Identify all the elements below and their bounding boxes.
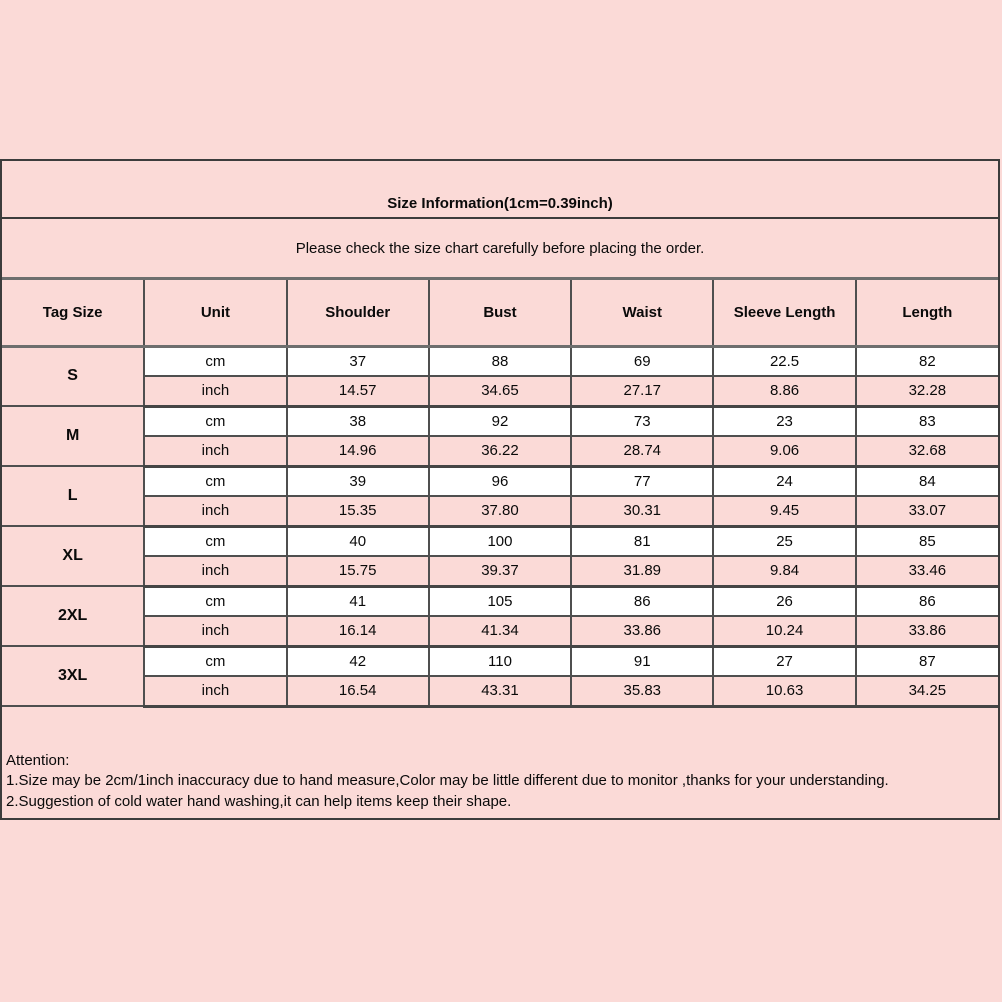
value-cell: 30.31 bbox=[571, 496, 713, 526]
value-cell: 83 bbox=[856, 406, 998, 436]
column-header-bust: Bust bbox=[429, 280, 571, 346]
unit-cell: cm bbox=[144, 586, 286, 616]
value-cell: 110 bbox=[429, 646, 571, 676]
value-cell: 84 bbox=[856, 466, 998, 496]
value-cell: 39.37 bbox=[429, 556, 571, 586]
value-cell: 24 bbox=[713, 466, 855, 496]
size-row-s-cm bbox=[2, 346, 998, 376]
value-cell: 86 bbox=[571, 586, 713, 616]
value-cell: 27 bbox=[713, 646, 855, 676]
column-header-tag-size: Tag Size bbox=[2, 280, 144, 346]
value-cell: 87 bbox=[856, 646, 998, 676]
unit-cell: inch bbox=[144, 676, 286, 706]
value-cell: 100 bbox=[429, 526, 571, 556]
size-row-3xl-cm bbox=[2, 646, 998, 676]
value-cell: 82 bbox=[856, 346, 998, 376]
size-row-3xl-inch bbox=[2, 676, 998, 706]
value-cell: 32.68 bbox=[856, 436, 998, 466]
attention-note bbox=[2, 708, 998, 819]
value-cell: 9.84 bbox=[713, 556, 855, 586]
value-cell: 37.80 bbox=[429, 496, 571, 526]
value-cell: 40 bbox=[287, 526, 429, 556]
value-cell: 42 bbox=[287, 646, 429, 676]
unit-cell: cm bbox=[144, 406, 286, 436]
header-row bbox=[2, 280, 998, 346]
value-cell: 16.54 bbox=[287, 676, 429, 706]
value-cell: 81 bbox=[571, 526, 713, 556]
value-cell: 88 bbox=[429, 346, 571, 376]
value-cell: 86 bbox=[856, 586, 998, 616]
size-row-m-cm bbox=[2, 406, 998, 436]
value-cell: 9.45 bbox=[713, 496, 855, 526]
size-row-m-inch bbox=[2, 436, 998, 466]
column-header-waist: Waist bbox=[571, 280, 713, 346]
value-cell: 10.63 bbox=[713, 676, 855, 706]
value-cell: 33.86 bbox=[571, 616, 713, 646]
value-cell: 77 bbox=[571, 466, 713, 496]
value-cell: 22.5 bbox=[713, 346, 855, 376]
size-row-xl-inch bbox=[2, 556, 998, 586]
value-cell: 34.65 bbox=[429, 376, 571, 406]
value-cell: 38 bbox=[287, 406, 429, 436]
value-cell: 14.96 bbox=[287, 436, 429, 466]
unit-cell: inch bbox=[144, 496, 286, 526]
value-cell: 14.57 bbox=[287, 376, 429, 406]
tag-size-cell: M bbox=[2, 406, 144, 466]
size-row-l-cm bbox=[2, 466, 998, 496]
subtitle: Please check the size chart carefully before placing the order. bbox=[2, 219, 998, 280]
value-cell: 41 bbox=[287, 586, 429, 616]
value-cell: 23 bbox=[713, 406, 855, 436]
value-cell: 33.86 bbox=[856, 616, 998, 646]
unit-cell: cm bbox=[144, 526, 286, 556]
value-cell: 73 bbox=[571, 406, 713, 436]
tag-size-cell: S bbox=[2, 346, 144, 406]
unit-cell: inch bbox=[144, 616, 286, 646]
unit-cell: cm bbox=[144, 646, 286, 676]
value-cell: 27.17 bbox=[571, 376, 713, 406]
value-cell: 33.46 bbox=[856, 556, 998, 586]
attention-heading: Attention: bbox=[6, 751, 70, 769]
unit-cell: inch bbox=[144, 556, 286, 586]
tag-size-cell: 2XL bbox=[2, 586, 144, 646]
size-row-xl-cm bbox=[2, 526, 998, 556]
value-cell: 10.24 bbox=[713, 616, 855, 646]
size-table bbox=[2, 280, 998, 708]
page-title: Size Information(1cm=0.39inch) bbox=[2, 161, 998, 219]
unit-cell: cm bbox=[144, 346, 286, 376]
attention-line-2: 2.Suggestion of cold water hand washing,it can help items keep their shape. bbox=[6, 792, 512, 810]
value-cell: 39 bbox=[287, 466, 429, 496]
tag-size-cell: XL bbox=[2, 526, 144, 586]
value-cell: 36.22 bbox=[429, 436, 571, 466]
value-cell: 26 bbox=[713, 586, 855, 616]
value-cell: 9.06 bbox=[713, 436, 855, 466]
value-cell: 37 bbox=[287, 346, 429, 376]
tag-size-cell: 3XL bbox=[2, 646, 144, 706]
value-cell: 31.89 bbox=[571, 556, 713, 586]
value-cell: 35.83 bbox=[571, 676, 713, 706]
value-cell: 16.14 bbox=[287, 616, 429, 646]
value-cell: 8.86 bbox=[713, 376, 855, 406]
size-row-2xl-inch bbox=[2, 616, 998, 646]
value-cell: 32.28 bbox=[856, 376, 998, 406]
unit-cell: inch bbox=[144, 436, 286, 466]
value-cell: 96 bbox=[429, 466, 571, 496]
size-chart-panel bbox=[0, 159, 1000, 820]
column-header-sleeve-length: Sleeve Length bbox=[713, 280, 855, 346]
value-cell: 69 bbox=[571, 346, 713, 376]
unit-cell: inch bbox=[144, 376, 286, 406]
value-cell: 15.35 bbox=[287, 496, 429, 526]
value-cell: 91 bbox=[571, 646, 713, 676]
value-cell: 85 bbox=[856, 526, 998, 556]
size-row-s-inch bbox=[2, 376, 998, 406]
column-header-shoulder: Shoulder bbox=[287, 280, 429, 346]
attention-line-1: 1.Size may be 2cm/1inch inaccuracy due to hand measure,Color may be little different due to monitor ,thanks for your understanding. bbox=[6, 772, 889, 789]
size-row-l-inch bbox=[2, 496, 998, 526]
unit-cell: cm bbox=[144, 466, 286, 496]
value-cell: 15.75 bbox=[287, 556, 429, 586]
column-header-length: Length bbox=[856, 280, 998, 346]
value-cell: 33.07 bbox=[856, 496, 998, 526]
column-header-unit: Unit bbox=[144, 280, 286, 346]
tag-size-cell: L bbox=[2, 466, 144, 526]
value-cell: 41.34 bbox=[429, 616, 571, 646]
value-cell: 28.74 bbox=[571, 436, 713, 466]
value-cell: 34.25 bbox=[856, 676, 998, 706]
value-cell: 25 bbox=[713, 526, 855, 556]
value-cell: 92 bbox=[429, 406, 571, 436]
value-cell: 43.31 bbox=[429, 676, 571, 706]
value-cell: 105 bbox=[429, 586, 571, 616]
size-row-2xl-cm bbox=[2, 586, 998, 616]
